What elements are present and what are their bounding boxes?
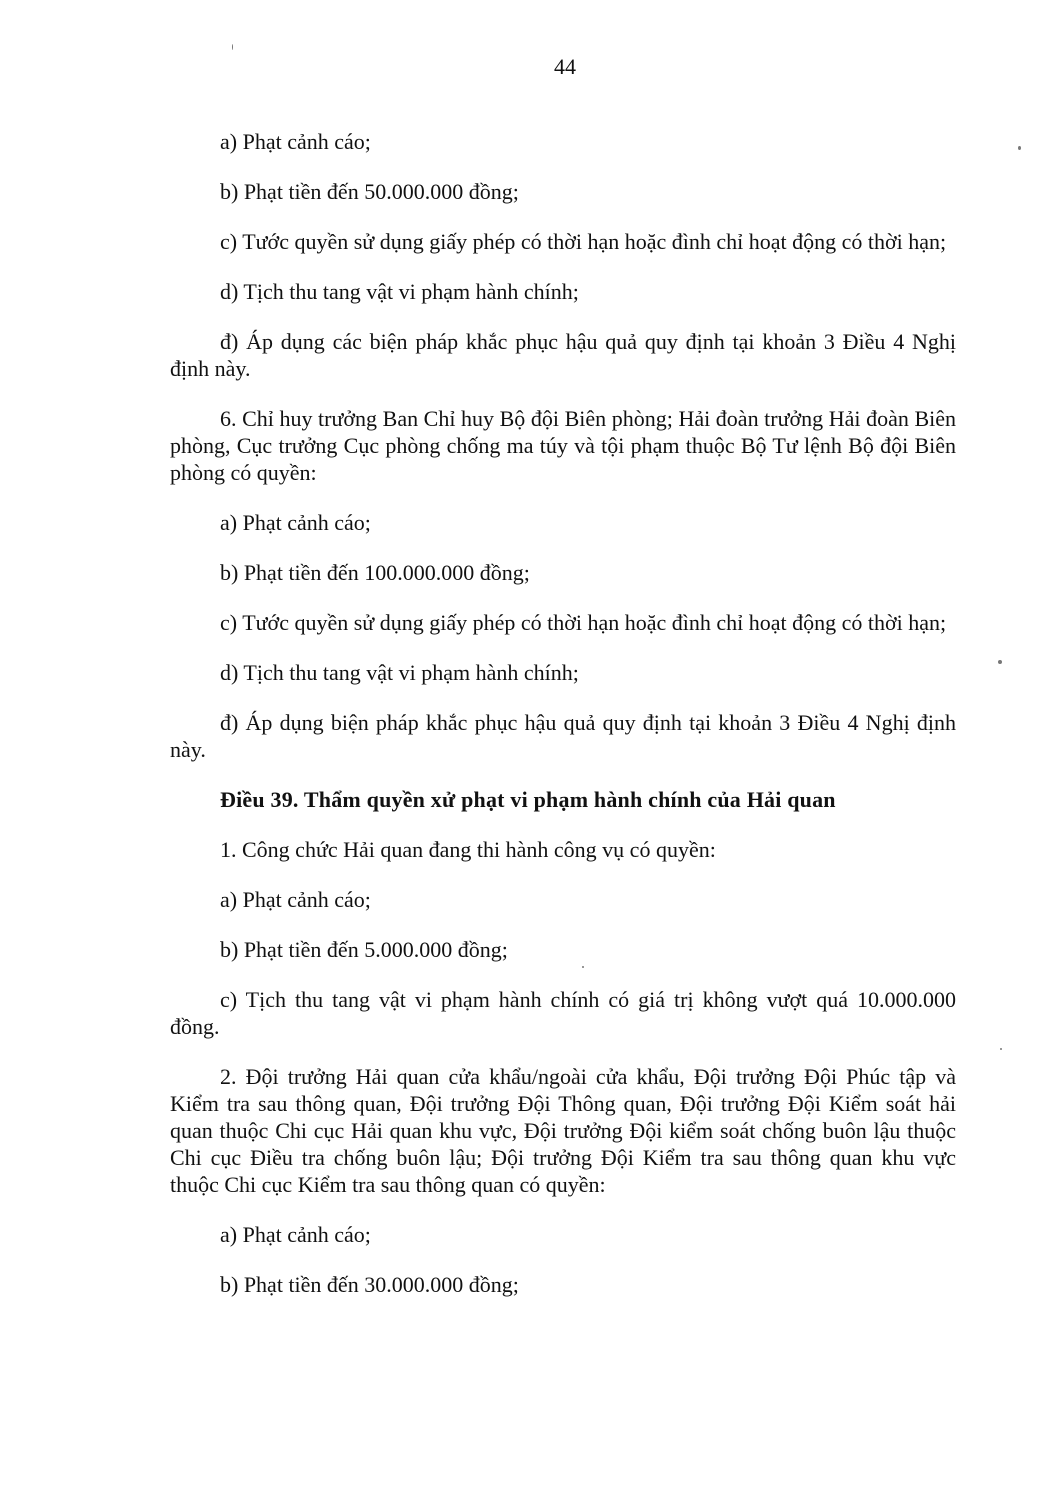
paragraph-dd-remedial-measures-1: đ) Áp dụng các biện pháp khắc phục hậu quả quy định tại khoản 3 Điều 4 Nghị định này. <box>170 329 956 381</box>
paragraph-d-confiscate-1: d) Tịch thu tang vật vi phạm hành chính; <box>220 279 579 304</box>
scan-speck <box>1018 146 1021 150</box>
paragraph-b-fine-50m: b) Phạt tiền đến 50.000.000 đồng; <box>220 179 519 204</box>
scan-speck <box>582 966 584 968</box>
clause-6-border-guard: 6. Chỉ huy trưởng Ban Chỉ huy Bộ đội Biên phòng; Hải đoàn trưởng Hải đoàn Biên phòng, Cục trưởng Cục phòng chống ma túy và tội phạm thuộc Bộ Tư lệnh Bộ đội Biên phòng có quyền: <box>170 406 956 485</box>
paragraph-b-fine-30m: b) Phạt tiền đến 30.000.000 đồng; <box>220 1272 519 1297</box>
page-number: 44 <box>554 54 576 79</box>
clause-1-customs-officer: 1. Công chức Hải quan đang thi hành công vụ có quyền: <box>220 837 716 862</box>
scan-speck <box>1000 1048 1002 1050</box>
clause-2-customs-team-leaders: 2. Đội trưởng Hải quan cửa khẩu/ngoài cửa khẩu, Đội trưởng Đội Phúc tập và Kiểm tra sau thông quan, Đội trưởng Đội Thông quan, Đội trưởng Đội Kiểm soát hải quan thuộc Chi cục Hải quan khu vực, Đội trưởng Đội kiểm soát chống buôn lậu thuộc Chi cục Điều tra chống buôn lậu; Đội trưởng Đội Kiểm tra sau thông quan khu vực thuộc Chi cục Kiểm tra sau thông quan có quyền: <box>170 1064 956 1197</box>
paragraph-c-revoke-license-1: c) Tước quyền sử dụng giấy phép có thời hạn hoặc đình chỉ hoạt động có thời hạn; <box>220 229 947 254</box>
paragraph-a-warning-2: a) Phạt cảnh cáo; <box>220 510 371 535</box>
paragraph-a-warning-4: a) Phạt cảnh cáo; <box>220 1222 371 1247</box>
paragraph-c-revoke-license-2: c) Tước quyền sử dụng giấy phép có thời hạn hoặc đình chỉ hoạt động có thời hạn; <box>220 610 947 635</box>
paragraph-a-warning-1: a) Phạt cảnh cáo; <box>220 129 371 154</box>
paragraph-dd-remedial-measures-2: đ) Áp dụng biện pháp khắc phục hậu quả quy định tại khoản 3 Điều 4 Nghị định này. <box>170 710 956 762</box>
scan-speck <box>998 660 1002 664</box>
page-body <box>170 128 956 1321</box>
article-39-heading: Điều 39. Thẩm quyền xử phạt vi phạm hành chính của Hải quan <box>220 787 836 812</box>
paragraph-d-confiscate-2: d) Tịch thu tang vật vi phạm hành chính; <box>220 660 579 685</box>
paragraph-a-warning-3: a) Phạt cảnh cáo; <box>220 887 371 912</box>
paragraph-b-fine-5m: b) Phạt tiền đến 5.000.000 đồng; <box>220 937 508 962</box>
scan-speck <box>232 44 233 50</box>
paragraph-c-confiscate-10m: c) Tịch thu tang vật vi phạm hành chính có giá trị không vượt quá 10.000.000 đồng. <box>170 987 956 1039</box>
paragraph-b-fine-100m: b) Phạt tiền đến 100.000.000 đồng; <box>220 560 530 585</box>
